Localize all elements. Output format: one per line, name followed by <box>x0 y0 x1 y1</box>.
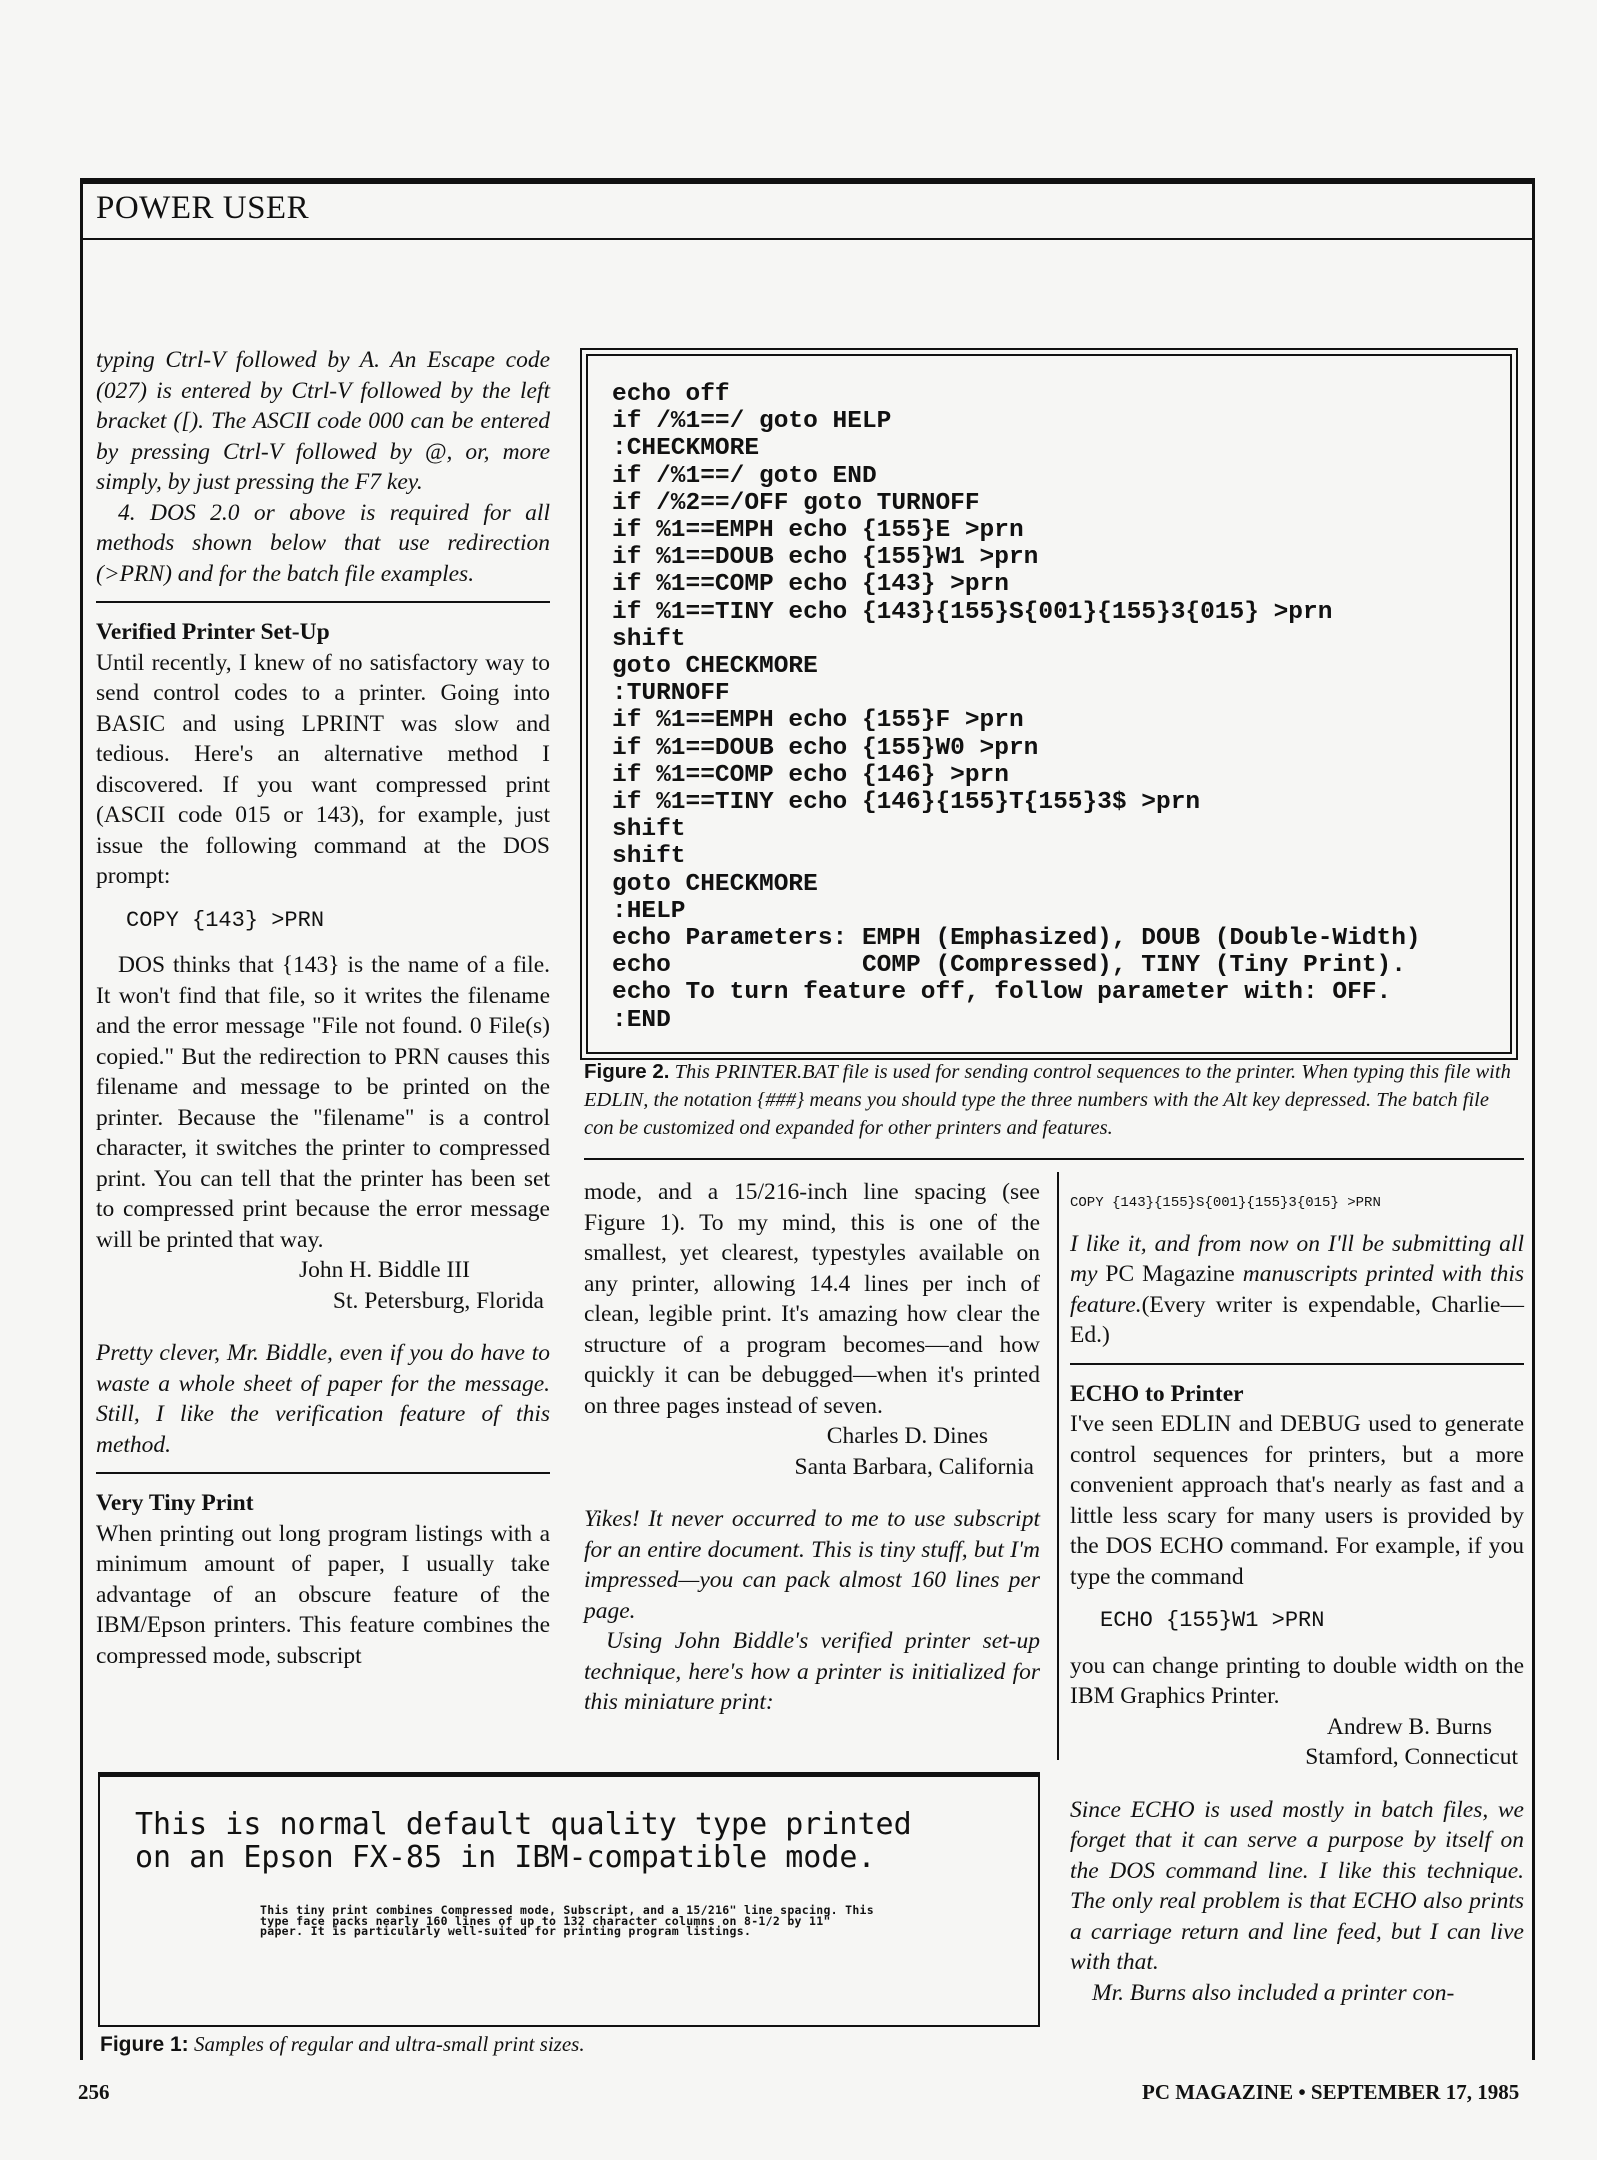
tiny-print-sample: This tiny print combines Compressed mode, Subscript, and a 15/216" line spacing. This type face packs nearly 160 lines of up to 132 character columns on 8-1/2 by 11" paper. It is particularly well-suited for printing program listings. <box>260 1903 875 1938</box>
column-2 <box>584 1177 1040 1718</box>
col3-editor-note-2: Mr. Burns also included a printer con- <box>1092 1979 1455 2006</box>
column-1 <box>96 345 550 1671</box>
figure-1-label: Figure 1: <box>100 2033 189 2056</box>
col3-p1-magazine: PC Magazine <box>1097 1261 1243 1287</box>
col3-paragraph-2: I've seen EDLIN and DEBUG used to generate control sequences for printers, but a more convenient approach that's nearly as fast and a little less scary for many users is provided by the DOS ECHO command. For example, if you type the command <box>1070 1411 1524 1590</box>
figure-2-label: Figure 2. <box>584 1060 670 1083</box>
page-number: 256 <box>78 2080 110 2104</box>
col3-tiny-print-command: COPY {143}{155}S{001}{155}3{015} >PRN <box>1070 1195 1381 1211</box>
figure-1-caption <box>100 2032 585 2057</box>
left-frame-rule <box>80 180 83 2060</box>
col3-editor-note-1: Since ECHO is used mostly in batch files, we forget that it can serve a purpose by itself on the DOS command line. I like this technique. The only real problem is that ECHO also prints a carriage return and line feed, but I can live with that. <box>1070 1796 1524 1975</box>
col2-paragraph-1: mode, and a 15/216-inch line spacing (see Figure 1). To my mind, this is one of the smallest, yet clearest, typestyles available on any printer, allowing 14.4 lines per inch of clean, legible print. It's amazing how clear the structure of a program becomes—and how quickly it can be debugged—when it's printed on three pages instead of seven. <box>584 1179 1040 1419</box>
signature-place-burns: Stamford, Connecticut <box>1305 1744 1518 1770</box>
heading-very-tiny-print: Very Tiny Print <box>96 1490 254 1516</box>
col1-paragraph-2: 4. DOS 2.0 or above is required for all methods shown below that use redirection (>PRN) and for the batch file examples. <box>96 499 550 587</box>
heading-verified-printer-setup: Verified Printer Set-Up <box>96 619 330 645</box>
col1-editor-note: Pretty clever, Mr. Biddle, even if you do have to waste a whole sheet of paper for the message. Still, I like the verification feature of this method. <box>96 1340 550 1458</box>
figure-2-caption <box>584 1058 1520 1142</box>
signature-place-dines: Santa Barbara, California <box>794 1453 1034 1480</box>
figure-2-caption-text: This PRINTER.BAT file is used for sending control sequences to the printer. When typing this file with EDLIN, the notation {###} means you should type the three numbers with the Alt key depressed. The batch file con be customized ond expanded for other printers and features. <box>584 1061 1511 1139</box>
magazine-footer: PC MAGAZINE • SEPTEMBER 17, 1985 <box>1142 2080 1520 2104</box>
section-title: POWER USER <box>96 190 310 226</box>
normal-print-sample: This is normal default quality type printed on an Epson FX-85 in IBM-compatible mode. <box>135 1807 912 1875</box>
heading-echo-to-printer: ECHO to Printer <box>1070 1380 1244 1407</box>
col1-paragraph-1: typing Ctrl-V followed by A. An Escape code (027) is entered by Ctrl-V followed by the left bracket ([). The ASCII code 000 can be entered by pressing Ctrl-V followed by @, or, more simply, by just pressing the F7 key. <box>96 347 550 495</box>
signature-name-burns: Andrew B. Burns <box>1326 1713 1492 1740</box>
signature-name-dines: Charles D. Dines <box>826 1423 988 1449</box>
col2-editor-note-2: Using John Biddle's verified printer set-up technique, here's how a printer is initialized for this miniature print: <box>584 1628 1040 1715</box>
col3-divider-1 <box>1070 1363 1524 1365</box>
figure-2-rule <box>584 1158 1524 1160</box>
signature-name-biddle: John H. Biddle III <box>298 1257 470 1283</box>
col1-paragraph-5: When printing out long program listings with a minimum amount of paper, I usually take advantage of an obscure feature of the IBM/Epson printers. This feature combines the compressed mode, subscript <box>96 1520 550 1669</box>
col3-paragraph-1 <box>1070 1229 1524 1351</box>
col3-p1-tail: (Every writer is expendable, Charlie—Ed.) <box>1070 1291 1524 1348</box>
col3-paragraph-3: you can change printing to double width on the IBM Graphics Printer. <box>1070 1652 1524 1709</box>
figure-1-caption-text: Samples of regular and ultra-small print sizes. <box>193 2032 585 2056</box>
col1-paragraph-4: DOS thinks that {143} is the name of a file. It won't find that file, so it writes the filename and the error message "File not found. 0 File(s) copied." But the redirection to PRN causes this filename and message to be printed on the printer. Because the "filename" is a control character, it switches the printer to compressed print. You can tell that the printer has been set to compressed print because the error message will be printed that way. <box>96 952 550 1253</box>
header-rule <box>80 238 1535 240</box>
printer-bat-listing: echo off if /%1==/ goto HELP :CHECKMORE if /%1==/ goto END if /%2==/OFF goto TURNOFF if %1==EMPH echo {155}E >prn if %1==DOUB echo {155}W1 >prn if %1==COMP echo {143} >prn if %1==TINY echo {143}{155}S{001}{155}3{015} >prn shift goto CHECKMORE :TURNOFF if %1==EMPH echo {155}F >prn if %1==DOUB echo {155}W0 >prn if %1==COMP echo {146} >prn if %1==TINY echo {146}{155}T{155}3$ >prn shift shift goto CHECKMORE :HELP echo Parameters: EMPH (Emphasized), DOUB (Double-Width) echo COMP (Compressed), TINY (Tiny Print). echo To turn feature off, follow parameter with: OFF. :END <box>612 381 1421 1034</box>
col1-divider-2 <box>96 1472 550 1474</box>
column-divider-2-3 <box>1057 1172 1059 1760</box>
right-frame-rule <box>1532 180 1535 2060</box>
col1-paragraph-3: Until recently, I knew of no satisfactory way to send control codes to a printer. Going into BASIC and using LPRINT was slow and tedious. Here's an alternative method I discovered. If you want compressed print (ASCII code 015 or 143), for example, just issue the following command at the DOS prompt: <box>96 649 550 889</box>
column-3 <box>1070 1180 1524 2008</box>
col3-p1-italic-2: manuscripts printed with this feature. <box>1070 1261 1525 1318</box>
col3-command: ECHO {155}W1 >PRN <box>1100 1608 1325 1633</box>
col1-divider-1 <box>96 601 550 603</box>
col1-command: COPY {143} >PRN <box>126 907 325 933</box>
top-frame-rule <box>80 178 1535 184</box>
col2-editor-note-1: Yikes! It never occurred to me to use subscript for an entire document. This is tiny stuff, but I'm impressed—you can pack almost 160 lines per page. <box>584 1506 1040 1624</box>
signature-place-biddle: St. Petersburg, Florida <box>332 1287 544 1314</box>
col3-p1-italic: I like it, and from now on I'll be submitting all my <box>1070 1230 1524 1287</box>
